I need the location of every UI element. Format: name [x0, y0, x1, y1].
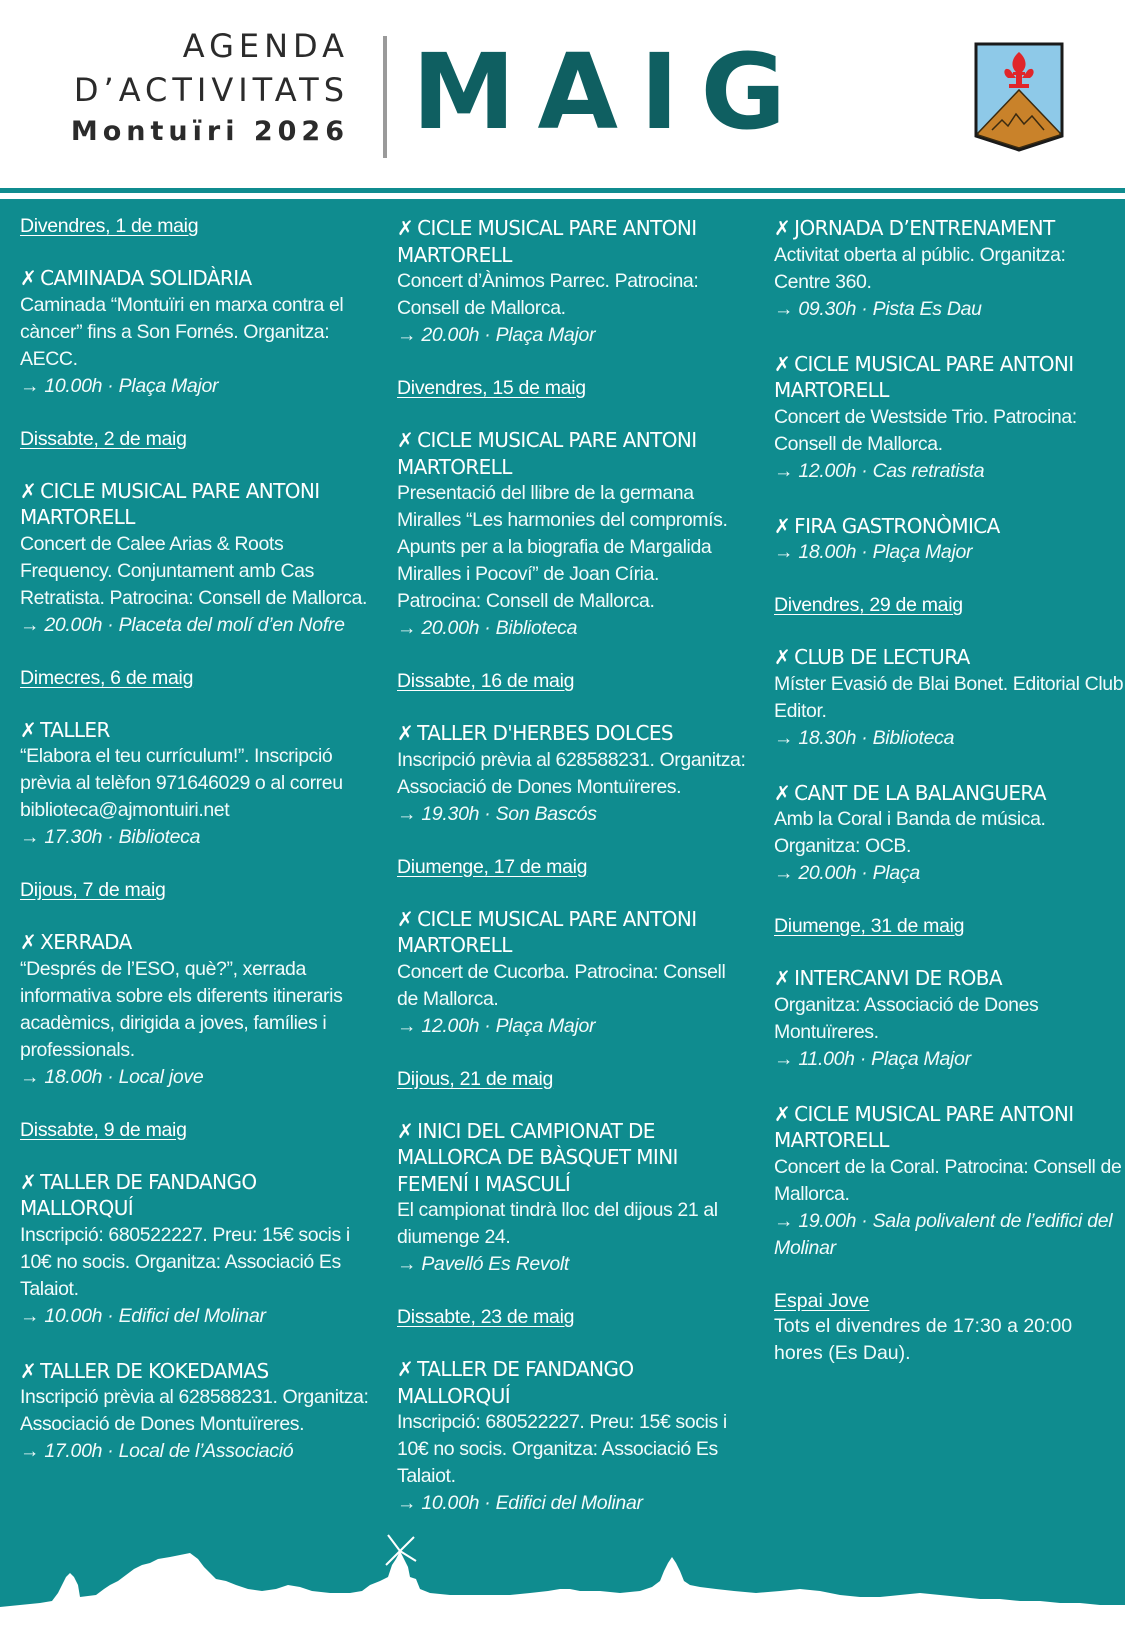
event-item [397, 215, 747, 349]
event-description: Inscripció prèvia al 628588231. Organitza: Associació de Dones Montuïreres. [20, 1386, 369, 1435]
event-time-place: → 17.00h · Local de l’Associació [20, 1440, 294, 1462]
day-block [20, 215, 370, 400]
event-time-place: → 19.30h · Son Bascós [397, 802, 597, 825]
event-title-text: CAMINADA SOLIDÀRIA [40, 266, 252, 290]
agenda-column-1 [20, 215, 370, 1493]
event-description: Amb la Coral i Banda de música. Organitza: OCB. [774, 808, 1046, 857]
espai-jove-text: Tots el divendres de 17:30 a 20:00 hores (Es Dau). [774, 1314, 1073, 1364]
month-title: MAIG [412, 31, 809, 153]
event-item [20, 1169, 370, 1330]
event-description: Concert de Westside Trio. Patrocina: Consell de Mallorca. [774, 405, 1077, 455]
cross-mark-icon: ✗ [774, 351, 791, 376]
event-title-text: CICLE MUSICAL PARE ANTONI MARTORELL [774, 351, 1074, 402]
event-item [397, 1356, 747, 1517]
cross-mark-icon: ✗ [20, 1358, 37, 1383]
day-heading: Dijous, 21 de maig [397, 1067, 554, 1090]
event-title [774, 780, 1124, 807]
event-description: Inscripció: 680522227. Preu: 15€ socis i 10€ no socis. Organitza: Associació Es Talaiot. [20, 1223, 350, 1300]
event-item [20, 717, 370, 852]
day-heading: Divendres, 29 de maig [774, 594, 963, 616]
cross-mark-icon: ✗ [774, 513, 791, 538]
event-description: El campionat tindrà lloc del dijous 21 al diumenge 24. [397, 1199, 718, 1248]
day-block [20, 1119, 370, 1466]
event-title [20, 265, 370, 292]
event-time-place: → 20.00h · Placeta del molí d’en Nofre [20, 613, 345, 636]
event-item [20, 1358, 370, 1466]
header-divider [383, 36, 387, 158]
event-title [397, 906, 747, 959]
event-description: Organitza: Associació de Dones Montuïreres. [774, 993, 1039, 1043]
espai-jove-title: Espai Jove [774, 1289, 870, 1312]
event-time-place: → 09.30h · Pista Es Dau [774, 297, 982, 320]
event-title-text: TALLER D'HERBES DOLCES [417, 721, 673, 745]
day-block [397, 856, 747, 1040]
agenda-title-line2: D’ACTIVITATS [73, 71, 349, 109]
cross-mark-icon: ✗ [397, 1118, 414, 1143]
cross-mark-icon: ✗ [397, 216, 414, 240]
event-title [774, 965, 1124, 992]
day-heading: Divendres, 15 de maig [397, 377, 586, 399]
event-description: Concert de Cucorba. Patrocina: Consell de Mallorca. [397, 960, 726, 1010]
day-heading: Dimecres, 6 de maig [20, 666, 194, 689]
event-item [774, 513, 1124, 567]
cross-mark-icon: ✗ [20, 478, 37, 503]
cross-mark-icon: ✗ [20, 1169, 37, 1194]
event-title [397, 427, 747, 480]
agenda-column-3 [774, 215, 1124, 1367]
event-time-place: → 19.00h · Sala polivalent de l’edifici del Molinar [774, 1209, 1113, 1259]
cross-mark-icon: ✗ [774, 780, 791, 805]
town-year: Montuïri 2026 [70, 116, 349, 147]
cross-mark-icon: ✗ [20, 717, 37, 742]
day-block [20, 879, 370, 1091]
agenda-title-line1: AGENDA [182, 27, 349, 65]
event-title-text: XERRADA [40, 930, 132, 954]
day-block [774, 594, 1124, 887]
event-description: Concert de Calee Arias & Roots Frequency. Conjuntament amb Cas Retratista. Patrocina: Consell de Mallorca. [20, 532, 367, 609]
event-description: Míster Evasió de Blai Bonet. Editorial Club Editor. [774, 672, 1124, 722]
event-title-text: TALLER DE FANDANGO MALLORQUÍ [397, 1357, 634, 1408]
event-item [397, 1118, 747, 1279]
event-description: Presentació del llibre de la germana Miralles “Les harmonies del compromís. Apunts per a la biografia de Margalida Miralles i Pocoví” de Joan Círia. Patrocina: Consell de Mallorca. [397, 482, 728, 612]
event-item [774, 215, 1124, 323]
event-title [397, 720, 747, 747]
event-time-place: → 20.00h · Plaça Major [397, 324, 596, 346]
event-title-text: CICLE MUSICAL PARE ANTONI MARTORELL [397, 216, 697, 267]
day-heading: Diumenge, 17 de maig [397, 855, 588, 878]
event-time-place: → 11.00h · Plaça Major [774, 1047, 971, 1070]
event-time-place: → 17.30h · Biblioteca [20, 826, 201, 848]
event-title-text: CICLE MUSICAL PARE ANTONI MARTORELL [397, 428, 697, 479]
event-title-text: FIRA GASTRONÒMICA [794, 513, 1000, 538]
event-time-place: → 10.00h · Edifici del Molinar [397, 1492, 643, 1514]
header-rule [0, 188, 1125, 193]
day-block [397, 215, 747, 349]
cross-mark-icon: ✗ [397, 1357, 414, 1381]
event-title [774, 1101, 1124, 1154]
event-time-place: → 10.00h · Plaça Major [20, 374, 219, 397]
event-description: Caminada “Montuïri en marxa contra el càncer” fins a Son Fornés. Organitza: AECC. [20, 293, 344, 370]
day-block [397, 377, 747, 642]
event-description: Concert d’Ànimos Parrec. Patrocina: Consell de Mallorca. [397, 270, 699, 319]
event-title [774, 513, 1124, 540]
event-description: Concert de la Coral. Patrocina: Consell de Mallorca. [774, 1155, 1122, 1205]
event-title [20, 929, 370, 956]
event-description: Inscripció: 680522227. Preu: 15€ socis i 10€ no socis. Organitza: Associació Es Talaiot. [397, 1411, 727, 1487]
event-time-place: → 18.30h · Biblioteca [774, 726, 955, 749]
day-heading: Dijous, 7 de maig [20, 879, 166, 901]
event-title [774, 351, 1124, 404]
day-block [20, 667, 370, 852]
event-title [20, 1358, 370, 1385]
day-heading: Dissabte, 2 de maig [20, 427, 187, 450]
event-title-text: CICLE MUSICAL PARE ANTONI MARTORELL [20, 478, 320, 529]
event-title-text: INTERCANVI DE ROBA [794, 966, 1002, 990]
event-title [397, 215, 747, 268]
event-time-place: → 18.00h · Plaça Major [774, 541, 973, 563]
skyline-icon [0, 1515, 1125, 1625]
event-description: Inscripció prèvia al 628588231. Organitza: Associació de Dones Montuïreres. [397, 748, 746, 798]
event-title-text: TALLER [40, 717, 110, 742]
event-title-text: INICI DEL CAMPIONAT DE MALLORCA DE BÀSQUET MINI FEMENÍ I MASCULÍ [397, 1118, 678, 1196]
event-title-text: JORNADA D’ENTRENAMENT [794, 216, 1055, 240]
day-heading: Dissabte, 16 de maig [397, 670, 575, 692]
event-title-text: CLUB DE LECTURA [794, 645, 970, 669]
event-title [397, 1356, 747, 1409]
event-item [397, 906, 747, 1040]
page-header [0, 0, 1125, 188]
cross-mark-icon: ✗ [397, 721, 414, 745]
cross-mark-icon: ✗ [20, 930, 37, 954]
cross-mark-icon: ✗ [774, 645, 791, 669]
event-item [20, 265, 370, 400]
event-item [20, 929, 370, 1091]
cross-mark-icon: ✗ [774, 216, 791, 240]
event-title-text: TALLER DE KOKEDAMAS [40, 1358, 269, 1383]
event-item [397, 427, 747, 642]
agenda-column-2 [397, 215, 747, 1545]
event-time-place: → 12.00h · Plaça Major [397, 1014, 596, 1037]
day-block [774, 915, 1124, 1262]
agenda-title-block [70, 27, 349, 147]
event-item [774, 351, 1124, 485]
event-description: “Elabora el teu currículum!”. Inscripció prèvia al telèfon 971646029 o al correu biblioteca@ajmontuiri.net [20, 745, 343, 821]
day-heading: Dissabte, 23 de maig [397, 1306, 575, 1328]
espai-jove-block [774, 1290, 1124, 1367]
cross-mark-icon: ✗ [774, 1101, 791, 1126]
event-title-text: CICLE MUSICAL PARE ANTONI MARTORELL [397, 906, 697, 957]
event-title [20, 1169, 370, 1222]
event-time-place: → 18.00h · Local jove [20, 1065, 204, 1088]
event-item [774, 965, 1124, 1073]
event-description: “Després de l’ESO, què?”, xerrada informativa sobre els diferents itineraris acadèmics, dirigida a joves, famílies i professionals. [20, 957, 343, 1061]
event-title-text: CANT DE LA BALANGUERA [794, 780, 1046, 805]
event-description: Activitat oberta al públic. Organitza: Centre 360. [774, 243, 1066, 293]
day-heading: Dissabte, 9 de maig [20, 1118, 187, 1141]
event-title [20, 478, 370, 531]
cross-mark-icon: ✗ [397, 906, 414, 931]
event-time-place: → 20.00h · Plaça [774, 862, 920, 884]
event-time-place: → 10.00h · Edifici del Molinar [20, 1304, 266, 1327]
cross-mark-icon: ✗ [774, 966, 791, 990]
event-time-place: → 12.00h · Cas retratista [774, 459, 985, 482]
event-title [774, 644, 1124, 671]
event-item [20, 478, 370, 639]
event-item [774, 780, 1124, 888]
crest-icon [972, 40, 1066, 153]
event-time-place: → Pavelló Es Revolt [397, 1253, 570, 1275]
cross-mark-icon: ✗ [397, 428, 414, 452]
day-block [397, 1068, 747, 1279]
event-title [774, 215, 1124, 242]
day-block [397, 1306, 747, 1517]
day-heading: Divendres, 1 de maig [20, 215, 199, 237]
event-item [397, 720, 747, 828]
event-item [774, 1101, 1124, 1262]
day-block [774, 215, 1124, 566]
event-item [774, 644, 1124, 752]
day-block [20, 428, 370, 639]
event-title-text: TALLER DE FANDANGO MALLORQUÍ [20, 1169, 257, 1220]
event-title [397, 1118, 747, 1198]
cross-mark-icon: ✗ [20, 266, 37, 290]
event-time-place: → 20.00h · Biblioteca [397, 617, 578, 639]
event-title [20, 717, 370, 744]
event-title-text: CICLE MUSICAL PARE ANTONI MARTORELL [774, 1101, 1074, 1152]
day-block [397, 670, 747, 828]
day-heading: Diumenge, 31 de maig [774, 915, 965, 937]
